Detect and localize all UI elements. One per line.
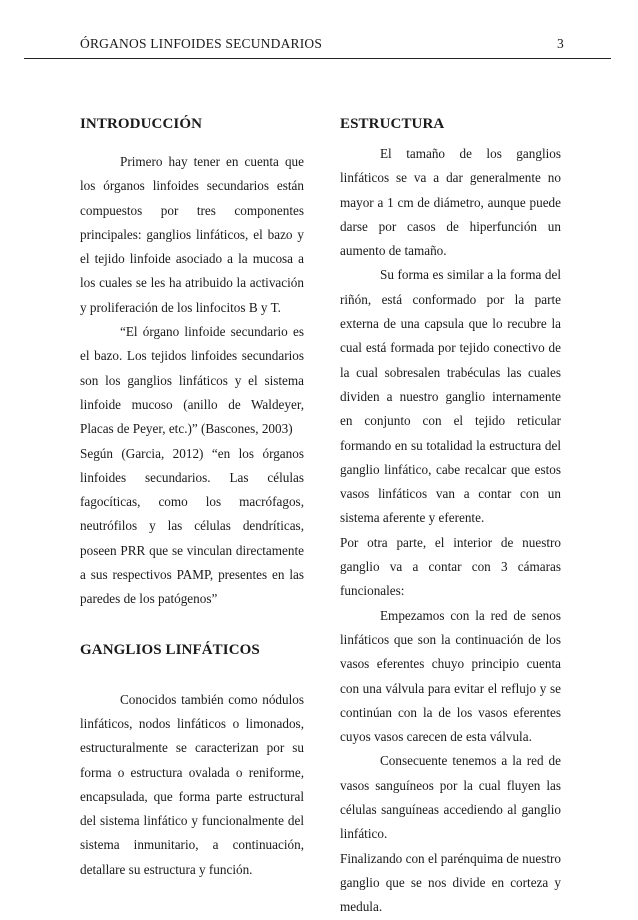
ganglios-paragraph-1: Conocidos también como nódulos linfáticos, nodos linfáticos o limonados, estructuralmente se caracterizan por su forma o estructura ovalada o reniforme, encapsulada, que forma parte estructural del sistema linfático y funcionalmente del sistema inmunitario, a continuación, detallare su estructura y función.	[80, 691, 304, 877]
estructura-paragraph-3: Por otra parte, el interior de nuestro ganglio va a contar con 3 cámaras funcionales:	[340, 534, 561, 599]
estructura-paragraph-5: Consecuente tenemos a la red de vasos sanguíneos por la cual fluyen las células sanguíneas accediendo al ganglio linfático.	[340, 753, 561, 842]
left-column	[80, 112, 304, 882]
intro-paragraph-1: Primero hay tener en cuenta que los órganos linfoides secundarios están compuestos por tres componentes principales: ganglios linfáticos, el bazo y el tejido linfoide asociado a la mucosa a los cuales se les ha atribuido la activación y proliferación de los linfocitos B y T.	[80, 154, 304, 315]
header-rule	[24, 58, 611, 59]
ganglios-heading: GANGLIOS LINFÁTICOS	[80, 641, 260, 658]
header-title: ÓRGANOS LINFOIDES SECUNDARIOS	[80, 36, 323, 51]
page-number: 3	[557, 36, 564, 51]
intro-paragraph-3: Según (Garcia, 2012) “en los órganos linfoides secundarios. Las células fagocíticas, como los macrófagos, neutrófilos y las células dendríticas, poseen PRR que se vinculan directamente a sus respectivos PAMP, presentes en las paredes de los patógenos”	[80, 445, 304, 607]
intro-paragraph-2: “El órgano linfoide secundario es el bazo. Los tejidos linfoides secundarios son los ganglios linfáticos y el sistema linfoide mucoso (anillo de Waldeyer, Placas de Peyer, etc.)” (Bascones, 2003)	[80, 324, 304, 437]
estructura-heading: ESTRUCTURA	[340, 116, 445, 132]
right-column	[340, 112, 561, 920]
estructura-paragraph-4: Empezamos con la red de senos linfáticos que son la continuación de los vasos eferentes chuyo principio cuenta con una válvula para evitar el reflujo y se continúan con la de los vasos eferentes cuyos vasos carecen de esta válvula.	[340, 607, 561, 745]
introduccion-heading: INTRODUCCIÓN	[80, 116, 203, 132]
estructura-paragraph-6: Finalizando con el parénquima de nuestro ganglio que se nos divide en corteza y medula.	[340, 850, 561, 915]
page-header	[80, 36, 564, 56]
estructura-paragraph-1: El tamaño de los ganglios linfáticos se va a dar generalmente no mayor a 1 cm de diámetro, aunque puede darse por casos de hiperfunción un aumento de tamaño.	[340, 146, 561, 259]
estructura-paragraph-2: Su forma es similar a la forma del riñón, está conformado por la parte externa de una capsula que lo recubre la cual está formada por tejido conectivo de la cual sobresalen trabéculas las cuales dividen a nuestro ganglio internamente en conjunto con el tejido reticular formando en su totalidad la estructura del ganglio linfático, cabe recalcar que estos vasos linfáticos van a contar con un sistema aferente y eferente.	[340, 267, 561, 526]
